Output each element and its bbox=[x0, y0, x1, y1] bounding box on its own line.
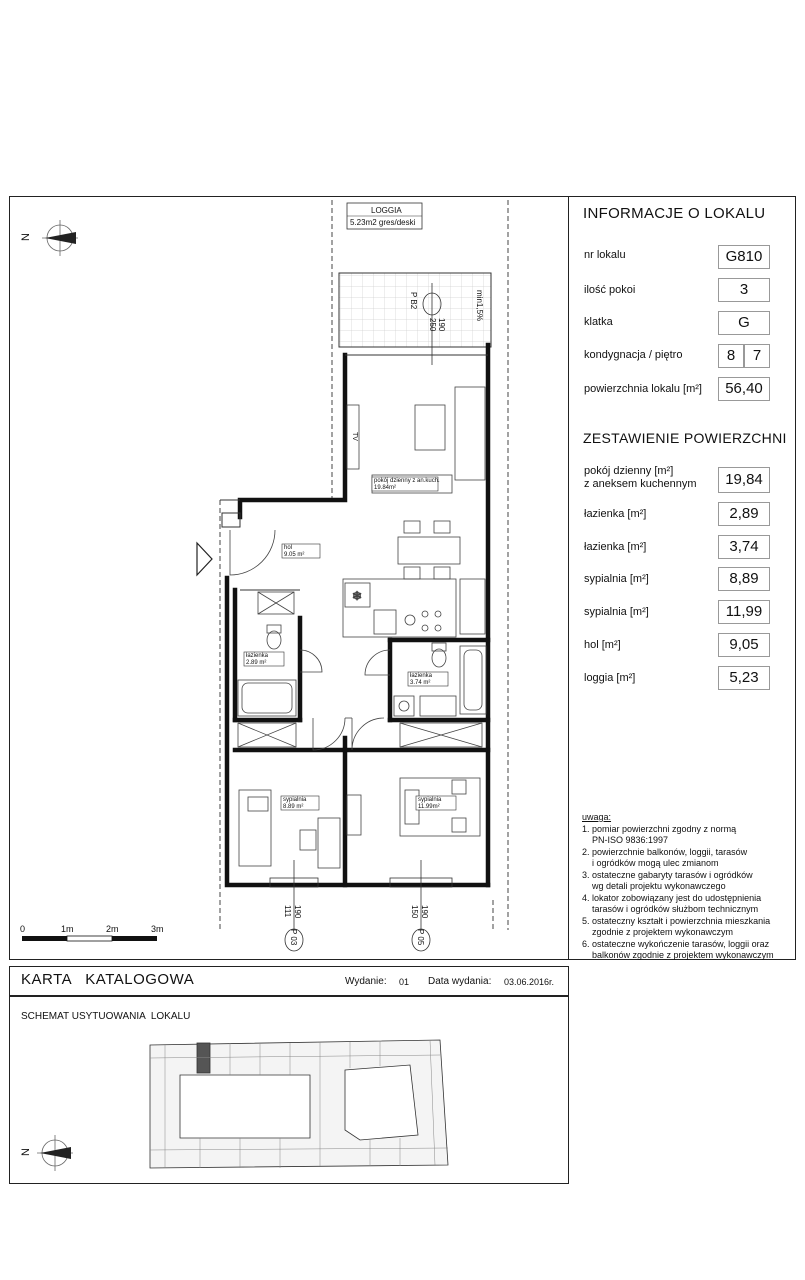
summary-label-bath2: łazienka [m²] bbox=[584, 541, 647, 553]
bed1-area: 8.89 m² bbox=[283, 804, 304, 810]
note-line: zgodnie z projektem wykonawczym bbox=[592, 927, 734, 937]
window-b2-dim-1: 190 bbox=[437, 318, 446, 332]
date-value: 03.06.2016r. bbox=[504, 977, 555, 987]
edition-value: 01 bbox=[399, 977, 410, 987]
info-label-nr-lokalu: nr lokalu bbox=[584, 249, 626, 261]
living-room-area: 19.84m² bbox=[374, 485, 397, 491]
window-p03-dim-1: 111 bbox=[283, 905, 292, 918]
bath1-area: 2.89 m² bbox=[246, 660, 267, 666]
bath2-area: 3.74 m² bbox=[410, 680, 431, 686]
note-line: 1. pomiar powierzchni zgodny z normą bbox=[582, 823, 737, 834]
summary-title: ZESTAWIENIE POWIERZCHNI bbox=[583, 430, 787, 446]
entrance-door bbox=[230, 530, 275, 575]
summary-value-loggia: 5,23 bbox=[718, 666, 770, 690]
summary-label-bath1: łazienka [m²] bbox=[584, 508, 647, 520]
north-arrow-icon bbox=[42, 220, 78, 256]
schema-title: SCHEMAT USYTUOWANIA LOKALU bbox=[21, 1011, 191, 1022]
date-label: Data wydania: bbox=[428, 976, 492, 987]
hall-area: 9.05 m² bbox=[284, 552, 305, 558]
info-label-ilosc-pokoi: ilość pokoi bbox=[584, 284, 636, 296]
site-schema bbox=[150, 1040, 448, 1168]
notes-title: uwaga: bbox=[582, 812, 612, 822]
summary-label-bed1: sypialnia [m²] bbox=[584, 573, 649, 585]
info-value-pietro: 7 bbox=[744, 344, 770, 368]
info-title: INFORMACJE O LOKALU bbox=[583, 205, 766, 222]
entrance-icon bbox=[197, 543, 212, 575]
north-label-top: N bbox=[19, 233, 32, 241]
catalog-card-title: KARTA KATALOGOWA bbox=[21, 971, 195, 988]
summary-label-living-1: pokój dzienny [m²] bbox=[584, 465, 674, 477]
window-p03-dim-2: 190 bbox=[293, 905, 302, 919]
summary-value-bath1: 2,89 bbox=[718, 502, 770, 526]
info-label-klatka: klatka bbox=[584, 316, 613, 328]
info-value-klatka: G bbox=[718, 311, 770, 335]
hall-label: hol bbox=[284, 545, 293, 551]
window-p05-label: P 05 bbox=[416, 929, 425, 946]
summary-label-loggia: loggia [m²] bbox=[584, 672, 636, 684]
summary-label-bed2: sypialnia [m²] bbox=[584, 606, 649, 618]
summary-label-living-2: z aneksem kuchennym bbox=[584, 478, 697, 490]
info-value-ilosc-pokoi: 3 bbox=[718, 278, 770, 302]
summary-value-hall: 9,05 bbox=[718, 633, 770, 657]
room-label-boxes bbox=[244, 477, 456, 810]
scale-bar bbox=[22, 936, 157, 941]
summary-value-living: 19,84 bbox=[718, 467, 770, 493]
summary-value-bath2: 3,74 bbox=[718, 535, 770, 559]
loggia-title: LOGGIA bbox=[371, 206, 402, 215]
scale-tick-3: 3m bbox=[151, 924, 164, 934]
bath1-label: łazienka bbox=[246, 653, 269, 659]
loggia bbox=[339, 203, 491, 365]
window-b2-label: P B2 bbox=[409, 292, 418, 310]
note-line: tarasów i ogródków służbom technicznym bbox=[592, 904, 759, 914]
note-line: PN-ISO 9836:1997 bbox=[592, 835, 669, 845]
bed2-area: 11.99m² bbox=[418, 804, 440, 810]
slope-label: min1,5% bbox=[475, 290, 484, 322]
note-line: 6. ostateczne wykończenie tarasów, loggii oraz bbox=[582, 938, 770, 949]
info-label-area: powierzchnia lokalu [m²] bbox=[584, 383, 702, 395]
kitchen-unit bbox=[343, 579, 485, 637]
bath2-label: łazienka bbox=[410, 673, 433, 679]
note-line: 3. ostateczne gabaryty tarasów i ogródków bbox=[582, 869, 753, 880]
summary-value-bed2: 11,99 bbox=[718, 600, 770, 624]
window-p05-dim-2: 190 bbox=[420, 905, 429, 919]
bedroom-doors bbox=[313, 718, 384, 750]
bottom-windows bbox=[270, 860, 452, 930]
note-line: 4. lokator zobowiązany jest do udostępnienia bbox=[582, 892, 762, 903]
scale-tick-2: 2m bbox=[106, 924, 119, 934]
info-value-nr-lokalu: G810 bbox=[718, 245, 770, 269]
note-line: 5. ostateczny kształt i powierzchnia mieszkania bbox=[582, 915, 771, 926]
summary-value-bed1: 8,89 bbox=[718, 567, 770, 591]
note-line: 2. powierzchnie balkonów, loggii, tarasów bbox=[582, 846, 748, 857]
info-label-floor: kondygnacja / piętro bbox=[584, 349, 683, 361]
summary-label-hall: hol [m²] bbox=[584, 639, 621, 651]
scale-tick-1: 1m bbox=[61, 924, 74, 934]
bed1-label: sypialnia bbox=[283, 797, 307, 803]
north-label-schema: N bbox=[19, 1148, 32, 1156]
wall-outlines bbox=[220, 355, 488, 590]
note-line: i ogródków mogą ulec zmianom bbox=[592, 858, 719, 868]
window-p05-dim-1: 150 bbox=[410, 905, 419, 919]
wardrobes bbox=[238, 723, 482, 747]
edition-label: Wydanie: bbox=[345, 976, 387, 987]
window-p03-label: P 03 bbox=[289, 929, 298, 946]
info-value-kondygnacja: 8 bbox=[718, 344, 744, 368]
north-arrow-schema-icon bbox=[37, 1135, 73, 1171]
tv-label: TV bbox=[351, 432, 358, 441]
window-b2-dim-2: 250 bbox=[428, 318, 437, 332]
loggia-area: 5.23m2 gres/deski bbox=[350, 218, 416, 227]
svg-text:❄: ❄ bbox=[351, 589, 363, 603]
note-line: balkonów zgodnie z projektem wykonawczym bbox=[592, 950, 774, 960]
bed2-label: sypialnia bbox=[418, 797, 442, 803]
scale-tick-0: 0 bbox=[20, 924, 26, 934]
living-room-label: pokój dzienny z an.kuch. bbox=[374, 478, 440, 484]
note-line: wg detali projektu wykonawczego bbox=[592, 881, 726, 891]
info-value-area: 56,40 bbox=[718, 377, 770, 401]
